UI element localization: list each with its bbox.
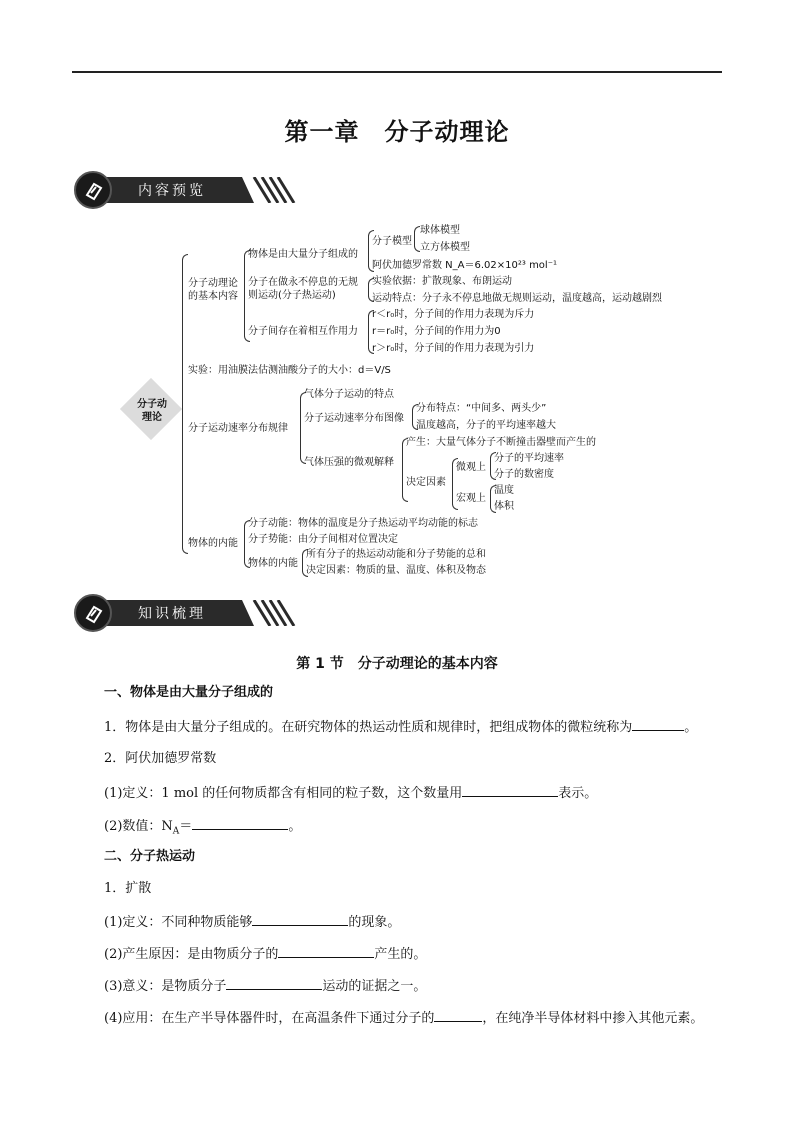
node-b3-3b1b: 分子的数密度: [494, 469, 554, 480]
node-b2: 实验：用油膜法估测油酸分子的大小：d＝V/S: [188, 365, 391, 376]
section-heading: 第 1 节 分子动理论的基本内容: [296, 656, 498, 672]
node-b1-3: 分子间存在着相互作用力: [248, 326, 358, 337]
paragraph-7-text: (2)产生原因：是由物质分子的: [104, 947, 279, 962]
paragraph-8: [104, 976, 426, 996]
node-b3-3b1: 微观上: [456, 462, 486, 473]
node-b1-3b: r＝r₀时，分子间的作用力为0: [372, 326, 501, 337]
paragraph-3-end: 表示。: [558, 786, 598, 801]
answer-blank[interactable]: [462, 783, 558, 797]
paragraph-8-text: (3)意义：是物质分子: [104, 979, 227, 994]
brace: [300, 392, 306, 464]
node-b3-3b1a: 分子的平均速率: [494, 453, 564, 464]
node-b3-1: 气体分子运动的特点: [304, 389, 394, 400]
node-b3-3: 气体压强的微观解释: [304, 457, 394, 468]
paragraph-6-text: (1)定义：不同种物质能够: [104, 915, 253, 930]
node-b1-1b: 阿伏加德罗常数 N_A＝6.02×10²³ mol⁻¹: [372, 260, 557, 271]
node-b3-3a: 产生：大量气体分子不断撞击器壁而产生的: [406, 437, 596, 448]
answer-blank[interactable]: [632, 717, 684, 731]
paragraph-9: [104, 1008, 703, 1028]
node-b3-3b2b: 体积: [494, 501, 514, 512]
node-b4: 物体的内能: [188, 538, 238, 549]
paragraph-4-text: (2)数值：N: [104, 819, 173, 834]
node-b1-1a1: 球体模型: [420, 225, 460, 236]
paragraph-6-end: 的现象。: [348, 915, 401, 930]
equals-sign: ＝: [179, 819, 193, 834]
section-banner-knowledge: [74, 593, 304, 633]
book-icon: [74, 171, 112, 209]
paragraph-6: [104, 912, 400, 932]
top-rule: [72, 71, 722, 73]
node-b4-3b: 决定因素：物质的量、温度、体积及物态: [306, 565, 486, 576]
node-b3-3b2: 宏观上: [456, 493, 486, 504]
banner-label: 内容预览: [138, 183, 206, 199]
mind-map: [120, 222, 680, 582]
heading-1: 一、物体是由大量分子组成的: [104, 685, 274, 700]
paragraph-9-end: ，在纯净半导体材料中掺入其他元素。: [482, 1011, 704, 1026]
node-b3-2a: 分布特点：“中间多、两头少”: [416, 403, 547, 414]
section-banner-preview: [74, 170, 304, 210]
root-node: 分子动 理论: [137, 399, 167, 423]
node-b1-3a: r＜r₀时，分子间的作用力表现为斥力: [372, 309, 535, 320]
answer-blank[interactable]: [278, 944, 374, 958]
chapter-title: 第一章 分子动理论: [284, 118, 510, 146]
answer-blank[interactable]: [434, 1008, 482, 1022]
node-b3: 分子运动速率分布规律: [188, 423, 288, 434]
node-b3-2: 分子运动速率分布图像: [304, 413, 404, 424]
paragraph-1: [104, 717, 697, 737]
banner-stripes-icon: [244, 600, 304, 626]
heading-2: 二、分子热运动: [104, 849, 196, 864]
node-b1-2a: 实验依据：扩散现象、布朗运动: [372, 276, 512, 287]
paragraph-5: 1．扩散: [104, 881, 152, 896]
node-b3-3b: 决定因素: [406, 477, 446, 488]
answer-blank[interactable]: [226, 976, 322, 990]
paragraph-9-text: (4)应用：在生产半导体器件时，在高温条件下通过分子的: [104, 1011, 435, 1026]
banner-label: 知识梳理: [138, 606, 206, 622]
node-b1-1a: 分子模型: [372, 236, 412, 247]
node-b1: 分子动理论 的基本内容: [188, 278, 238, 302]
paragraph-7: [104, 944, 426, 964]
paragraph-2: 2．阿伏加德罗常数: [104, 751, 217, 766]
paragraph-8-end: 运动的证据之一。: [322, 979, 427, 994]
node-b1-2: 分子在做永不停息的无规 则运动(分子热运动): [248, 277, 358, 301]
paragraph-1-end: 。: [684, 720, 698, 735]
answer-blank[interactable]: [252, 912, 348, 926]
node-b4-2: 分子势能：由分子间相对位置决定: [248, 534, 398, 545]
paragraph-7-end: 产生的。: [374, 947, 427, 962]
paragraph-4-end: 。: [288, 819, 302, 834]
paragraph-4: [104, 816, 301, 841]
node-b1-2b: 运动特点：分子永不停息地做无规则运动，温度越高，运动越剧烈: [372, 293, 662, 304]
node-b1-3c: r＞r₀时，分子间的作用力表现为引力: [372, 343, 535, 354]
banner-stripes-icon: [244, 177, 304, 203]
node-b1-1a2: 立方体模型: [420, 242, 470, 253]
book-icon: [74, 594, 112, 632]
node-b4-3: 物体的内能: [248, 558, 298, 569]
paragraph-3: [104, 783, 597, 803]
subscript: A: [172, 826, 180, 837]
node-b1-1: 物体是由大量分子组成的: [248, 249, 358, 260]
node-b3-3b2a: 温度: [494, 485, 514, 496]
answer-blank[interactable]: [192, 816, 288, 830]
node-b3-2b: 温度越高，分子的平均速率越大: [416, 420, 556, 431]
node-b4-1: 分子动能：物体的温度是分子热运动平均动能的标志: [248, 518, 478, 529]
paragraph-3-text: (1)定义：1 mol 的任何物质都含有相同的粒子数，这个数量用: [104, 786, 463, 801]
node-b4-3a: 所有分子的热运动动能和分子势能的总和: [306, 549, 486, 560]
paragraph-1-text: 1．物体是由大量分子组成的。在研究物体的热运动性质和规律时，把组成物体的微粒统称为: [104, 720, 633, 735]
